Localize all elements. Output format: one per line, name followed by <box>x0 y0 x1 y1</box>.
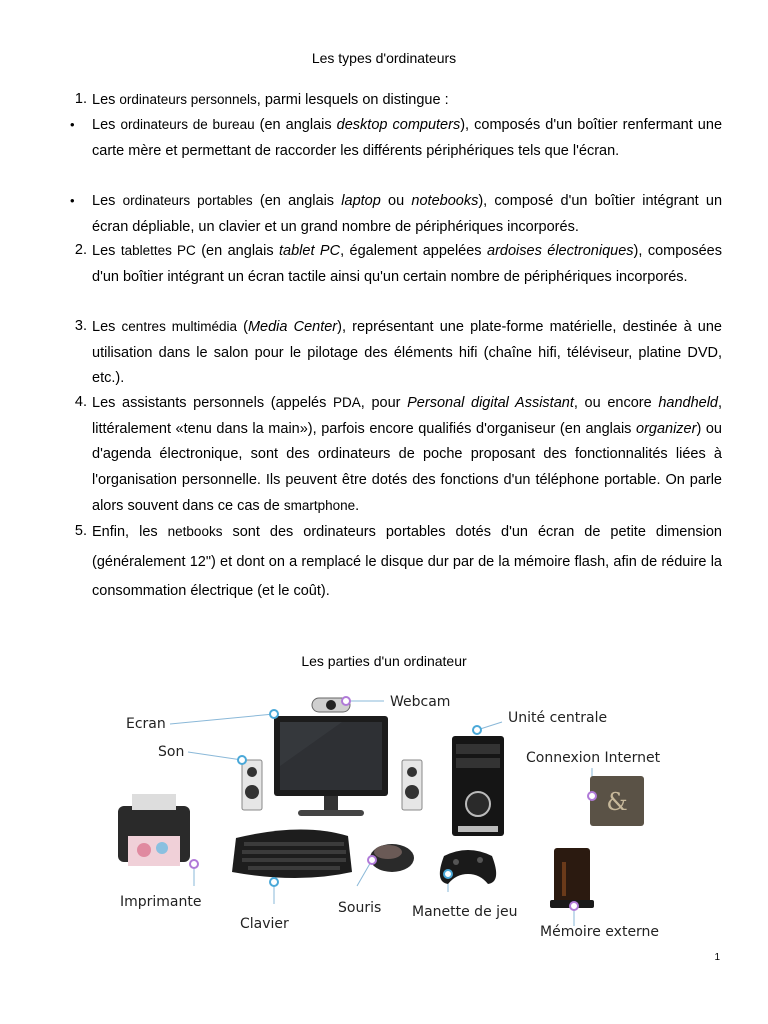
manette-dot <box>444 870 452 878</box>
text-run: ( <box>236 319 248 335</box>
keyword-text: ordinateurs de bureau <box>120 117 255 132</box>
internet-box-icon <box>590 776 644 826</box>
list-item-text <box>92 87 722 114</box>
label-souris: Souris <box>338 900 382 916</box>
text-run: Enfin, les <box>92 524 168 540</box>
son-dot <box>238 756 246 764</box>
internet-dot <box>588 792 596 800</box>
list-marker: • <box>70 193 75 208</box>
keyword-text: PDA <box>333 395 361 410</box>
text-run: ou <box>380 193 412 209</box>
list-marker: 4. <box>74 394 87 410</box>
text-run: Les <box>92 117 121 133</box>
text-run: . <box>355 498 360 514</box>
italic-term: laptop <box>341 193 381 209</box>
keyword-text: ordinateurs personnels <box>119 92 257 107</box>
label-manette: Manette de jeu <box>412 904 518 920</box>
text-run: Les assistants personnels (appelés <box>92 395 334 411</box>
list-item-2 <box>74 238 722 290</box>
text-run: (en anglais <box>254 117 337 133</box>
list-marker: 5. <box>74 523 87 539</box>
list-marker: • <box>70 117 75 132</box>
text-run: (en anglais <box>252 193 342 209</box>
label-unite-centrale: Unité centrale <box>508 710 608 726</box>
souris-dot <box>368 856 376 864</box>
label-memoire-externe: Mémoire externe <box>540 924 660 940</box>
text-run: Les <box>92 193 123 209</box>
list-marker: 1. <box>74 91 87 107</box>
text-run: ), composées d'un boîtier intégrant un écran tactile ainsi qu'un certain nombre de périphériques incorporés. <box>92 243 722 285</box>
label-clavier: Clavier <box>240 916 289 932</box>
keyword-text: tablettes PC <box>120 243 196 258</box>
text-run: sont des ordinateurs portables dotés d'un écran de petite dimension (généralement 12") et dont on a remplacé le disque dur par de la mémoire flash, afin de réduire la consommation électrique (et le coût). <box>92 524 722 599</box>
text-run: ), représentant une plate-forme matérielle, destinée à une utilisation dans le salon pour le pilotage des éléments hifi (chaîne hifi, téléviseur, platine DVD, etc.). <box>92 319 722 386</box>
imprimante-dot <box>190 860 198 868</box>
computer-parts-illustration <box>92 686 680 944</box>
text-run: Les <box>92 92 120 108</box>
label-son: Son <box>158 744 185 760</box>
italic-term: desktop computers <box>336 117 461 133</box>
list-item-bullet-bureau <box>70 112 723 164</box>
left-speaker-icon <box>242 760 262 810</box>
list-item-3 <box>74 314 722 392</box>
webcam-dot <box>342 697 350 705</box>
computer-parts-figure <box>92 686 680 944</box>
text-run: , également appelées <box>340 243 488 259</box>
text-run: ), composés d'un boîtier renfermant une carte mère et permettant de raccorder les différents périphériques tels que l'écran. <box>92 117 723 159</box>
mouse-icon <box>370 844 414 872</box>
label-webcam: Webcam <box>390 694 451 710</box>
right-speaker-icon <box>402 760 422 810</box>
list-item-text <box>92 238 722 290</box>
page-number: 1 <box>714 952 720 963</box>
section-title-types: Les types d'ordinateurs <box>311 50 457 66</box>
keyboard-icon <box>232 829 352 878</box>
section-title-parties: Les parties d'un ordinateur <box>301 653 467 669</box>
list-marker: 2. <box>74 242 87 258</box>
italic-term: Personal digital Assistant <box>407 395 574 411</box>
italic-term: Media Center <box>247 319 338 335</box>
text-run: , ou encore <box>573 395 659 411</box>
text-run: , pour <box>360 395 408 411</box>
external-drive-icon <box>550 848 594 908</box>
list-item-5 <box>74 517 722 607</box>
svg-text:&: & <box>606 788 628 816</box>
keyword-text: netbooks <box>167 524 223 539</box>
text-run: , littéralement «tenu dans la main»), parfois encore qualifiés d'organiseur (en anglais <box>92 395 723 437</box>
italic-term: organizer <box>636 420 697 437</box>
list-item-4 <box>74 390 723 520</box>
text-run: ), composé d'un boîtier intégrant un écran dépliable, un clavier et un grand nombre de périphériques incorporés. <box>92 193 723 235</box>
list-item-text <box>92 390 722 520</box>
label-connexion-internet: Connexion Internet <box>526 750 661 766</box>
keyword-text: centres multimédia <box>121 319 237 334</box>
list-item-text <box>92 517 722 607</box>
text-run: Les <box>92 243 121 259</box>
memoire-dot <box>570 902 578 910</box>
list-item-text <box>92 112 722 164</box>
keyword-text: smartphone <box>283 498 356 513</box>
label-ecran: Ecran <box>126 716 166 732</box>
unite-dot <box>473 726 481 734</box>
text-run: , parmi lesquels on distingue : <box>256 92 449 108</box>
list-item-1 <box>74 87 722 114</box>
italic-term: tablet PC <box>279 243 341 259</box>
text-run: ) ou d'agenda électronique, sont des ordinateurs de poche proposant des fonctionnalités liées à l'organisation personnelle. Ils peuvent être dotés des fonctions d'un téléphone portable. On parle alors souvent dans ce cas de <box>92 420 722 514</box>
text-run: Les <box>92 319 122 335</box>
clavier-dot <box>270 878 278 886</box>
label-imprimante: Imprimante <box>120 894 202 910</box>
tower-icon <box>452 736 504 836</box>
list-marker: 3. <box>74 318 87 334</box>
list-item-bullet-portables <box>70 188 723 240</box>
italic-term: handheld <box>658 395 718 411</box>
list-item-text <box>92 188 722 240</box>
list-item-text <box>92 314 722 392</box>
keyword-text: ordinateurs portables <box>122 193 253 208</box>
italic-term: notebooks <box>411 193 479 209</box>
text-run: (en anglais <box>195 243 280 259</box>
ecran-dot <box>270 710 278 718</box>
italic-term: ardoises électroniques <box>487 243 634 259</box>
